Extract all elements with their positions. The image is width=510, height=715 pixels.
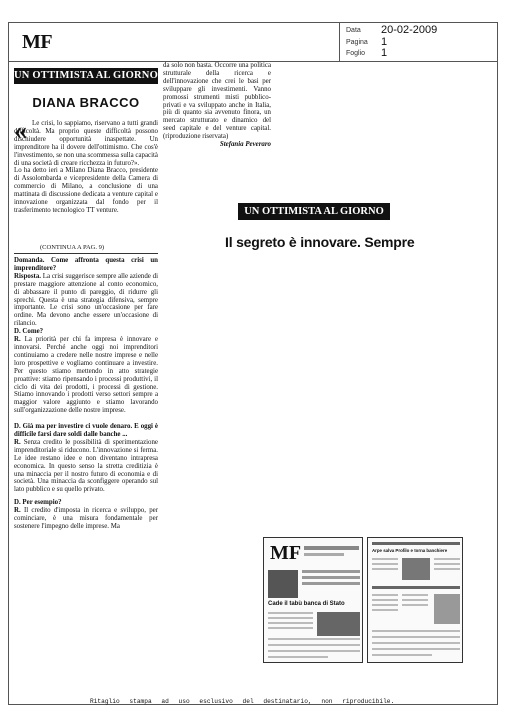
continuation-text: da solo non basta. Occorre una politica strutturale della ricerca e dell'innovazione che crei le basi per sviluppare gli investimenti. Vanno promossi strumenti misti pubblico-privati e va sviluppato anche in Italia, più di quanto sia avvenuto finora, un mercato strutturato e dinamico del seed capitale e del venture capital. (riproduzione riservata) (163, 62, 271, 141)
interview-body (14, 257, 158, 531)
sheet-label: Foglio (346, 50, 366, 57)
answer-4-text: Il credito d'imposta in ricerca e sviluppo, per cominciare, è una misura fondamentale per sostenere l'impegno delle imprese. Ma (14, 507, 158, 530)
page-label: Pagina (346, 39, 368, 46)
continued-note: (CONTINUA A PAG. 9) (40, 244, 105, 251)
answer-2-label: R. (14, 336, 21, 344)
answer-1 (14, 273, 158, 328)
column-divider (14, 253, 158, 254)
clipping-header (8, 22, 498, 62)
lead-paragraph-1: Le crisi, lo sappiamo, riservano a tutti grandi difficoltà. Ma proprio queste difficoltà possono dischiudere opportunità inaspettate. Un imprenditore ha il dovere dell'ottimismo. Che cos'è l'investimento, se non una scommessa sulla capacità di una società di creare ricchezza in futuro?». (14, 120, 158, 167)
page-value: 1 (381, 36, 388, 48)
date-value: 20-02-2009 (381, 24, 438, 36)
footer-disclaimer: Ritaglio stampa ad uso esclusivo del destinatario, non riproducibile. (90, 698, 395, 705)
front-page-thumbnail (263, 537, 363, 663)
answer-2 (14, 336, 158, 415)
question-1: Domanda. Come affronta questa crisi un imprenditore? (14, 257, 158, 272)
article-signature: Stefania Peveraro (219, 141, 271, 149)
answer-4 (14, 507, 158, 531)
date-label: Data (346, 27, 361, 34)
section-kicker: UN OTTIMISTA AL GIORNO (14, 68, 158, 84)
article-headline: Il segreto è innovare. Sempre (225, 234, 415, 250)
thumbnail-logo: MF (270, 542, 302, 564)
thumbnail-front-headline: Cade il tabù banca di Stato (268, 601, 345, 607)
answer-3-label: R. (14, 438, 21, 446)
answer-1-label: Risposta. (14, 272, 41, 280)
article-continuation (163, 62, 271, 149)
answer-3 (14, 439, 158, 494)
newspaper-logo: MF (22, 31, 53, 53)
answer-1-text: La crisi suggerisce sempre alle aziende di prestare maggiore attenzione al conto economico, di abbassare il punto di pareggio, di ridurre gli sprechi. Questa è una strategia difensiva, sempre importante. Le crisi sono un'occasione per fare ordine. Ma devono anche essere un'occasione di rilancio. (14, 272, 158, 328)
question-4: D. Per esempio? (14, 499, 62, 507)
inner-page-thumbnail (367, 537, 463, 663)
answer-3-text: Senza credito le possibilità di sperimentazione imprenditoriale si riducono. L'innovazione si ferma. Le idee restano idee e non diventano intrapresa economica. In questo senso la stretta creditizia è una minaccia per il nostro futuro di economia e di società. Una minaccia da sconfiggere operando sul lato pubblico e su quello privato. (14, 438, 158, 494)
thumbnail-inner-headline: Arpe salva Profilo e torna banchiere (372, 548, 448, 553)
question-2: D. Come? (14, 328, 44, 336)
lead-paragraph-2: Lo ha detto ieri a Milano Diana Bracco, presidente di Assolombarda e vicepresidente della Camera di commercio di Milano, a conclusione di una mattinata di discussione dedicata a venture capital e innovazione organizzata dal fondo per il trasferimento tecnologico TT venture. (14, 167, 158, 214)
sheet-value: 1 (381, 47, 388, 59)
article-lead (14, 116, 158, 215)
question-3: D. Già ma per investire ci vuole denaro. E oggi è difficile farsi dare soldi dalle banche ... (14, 423, 158, 439)
headline-kicker: UN OTTIMISTA AL GIORNO (238, 203, 390, 220)
clipping-meta-box (339, 22, 498, 62)
opening-quote: « (14, 116, 27, 145)
article-author: DIANA BRACCO (32, 95, 140, 110)
answer-2-text: La priorità per chi fa impresa è innovare e innovarsi. Perché anche oggi noi imprenditori continuiamo a credere nelle nostre imprese e nelle loro prospettive e vogliamo continuare a investire. Per questo stiamo mettendo in atto strategie proattive: stiamo ripensando i processi produttivi, il ciclo di vita dei prodotti, i processi di gestione. Stiamo innovando i prodotti verso settori sempre a maggior valore aggiunto e stiamo lavorando sull'organizzazione delle nostre imprese. (14, 336, 158, 415)
answer-4-label: R. (14, 507, 21, 515)
